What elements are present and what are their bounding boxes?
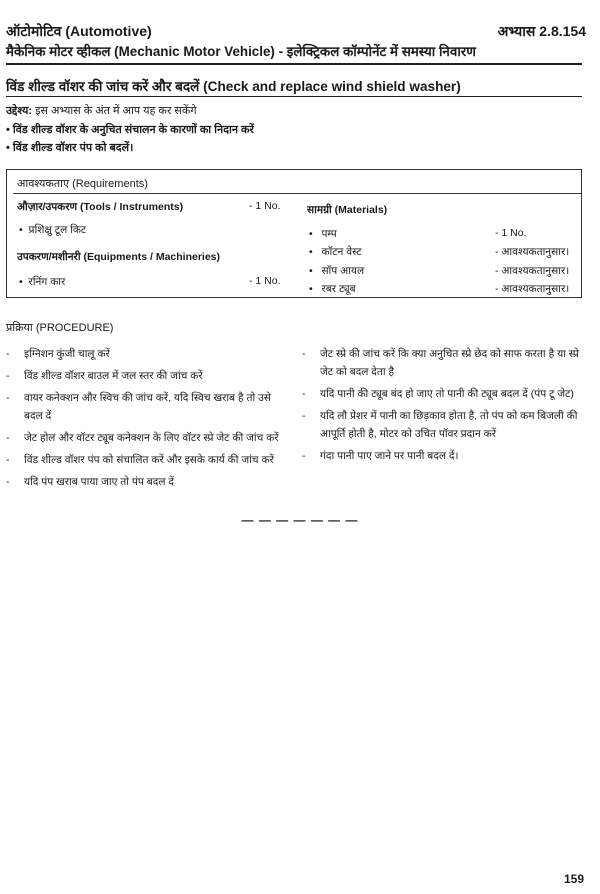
procedure-step-text: जेट स्प्रे की जांच करें कि क्या अनुचित स्प्रे छेद को साफ करता है या स्प्रे जेट को बदल देता है <box>320 348 579 378</box>
equipment-item <box>19 275 65 289</box>
requirements-heading: आवश्यकताए (Requirements) <box>17 178 148 190</box>
tool-item <box>19 223 86 237</box>
dash-marker: - <box>6 370 10 382</box>
material-name: सॉप आयल <box>321 265 365 277</box>
dash-marker: - <box>302 410 306 422</box>
procedure-step-text: गंदा पानी पाए जाने पर पानी बदल दें। <box>320 450 459 462</box>
procedure-left-column <box>6 345 291 495</box>
procedure-step-text: यदि लौ प्रेशर में पानी का छिड़काव होता है, तो पंप को कम बिजली की आपूर्ति होती है, मोटर को उचित पॉवर प्रदान करें <box>320 410 578 440</box>
procedure-step-text: जेट होल और वॉटर ट्यूब कनेक्शन के लिए वॉटर स्प्रे जेट की जांच करें <box>24 432 279 444</box>
procedure-step-text: यदि पंप खराब पाया जाए तो पंप बदल दें <box>24 476 174 488</box>
material-item <box>309 245 362 259</box>
objective-item <box>6 140 133 155</box>
dash-marker: - <box>6 432 10 444</box>
objectives-intro <box>6 103 197 118</box>
procedure-step <box>6 367 291 385</box>
procedure-step <box>6 389 291 425</box>
tool-qty: - 1 No. <box>249 200 281 212</box>
procedure-step <box>302 407 587 443</box>
dash-marker: - <box>6 392 10 404</box>
procedure-step <box>6 429 291 447</box>
requirements-rule <box>13 193 581 194</box>
procedure-right-column <box>302 345 587 469</box>
tool-name: प्रशिक्षु टूल किट <box>28 224 87 236</box>
dash-marker: - <box>302 348 306 360</box>
procedure-step-text: विंड शील्ड वॉशर बाउल में जल स्तर की जांच करें <box>24 370 203 382</box>
procedure-step-text: यदि पानी की ट्यूब बंद हो जाए तो पानी की ट्यूब बदल दें (पंप टू जेट) <box>320 388 574 400</box>
dash-marker: - <box>6 476 10 488</box>
equipment-heading: उपकरण/मशीनरी (Equipments / Machineries) <box>17 251 221 263</box>
end-separator: — — — — — — — <box>241 513 359 527</box>
objectives-intro-text: इस अभ्यास के अंत में आप यह कर सकेंगे <box>35 105 197 117</box>
bullet-icon: • <box>309 228 313 240</box>
equipment-qty: - 1 No. <box>249 275 281 287</box>
procedure-step-text: इग्निशन कुंजी चालू करें <box>24 348 110 360</box>
procedure-step <box>302 385 587 403</box>
requirements-box <box>6 169 582 298</box>
exercise-title: विंड शील्ड वॉशर की जांच करें और बदलें (Check and replace wind shield washer) <box>6 79 461 94</box>
dash-marker: - <box>6 454 10 466</box>
bullet-icon: • <box>309 283 313 295</box>
material-item <box>309 227 337 241</box>
procedure-step <box>6 345 291 363</box>
objective-text: विंड शील्ड वॉशर के अनुचित संचालन के कारणों का निदान करें <box>12 124 254 136</box>
objective-item <box>6 122 254 137</box>
material-qty: - आवश्यकतानुसार। <box>495 283 570 295</box>
procedure-heading: प्रक्रिया (PROCEDURE) <box>6 322 114 334</box>
objectives-label: उद्देश्य: <box>6 105 33 117</box>
tools-heading: औज़ार/उपकरण (Tools / Instruments) <box>17 201 184 213</box>
material-name: रबर ट्यूब <box>321 283 356 295</box>
material-qty: - आवश्यकतानुसार। <box>495 246 570 258</box>
procedure-step <box>6 451 291 469</box>
procedure-step-text: वायर कनेक्शन और स्विच की जांच करें, यदि स्विच खराब है तो उसे बदल दें <box>24 392 271 422</box>
exercise-number: अभ्यास 2.8.154 <box>497 23 586 39</box>
header-subtitle: मैकेनिक मोटर व्हीकल (Mechanic Motor Vehicle) - इलेक्ट्रिकल कॉम्पोनेंट में समस्या निवारण <box>6 44 476 59</box>
bullet-icon: • <box>6 142 10 154</box>
materials-heading: सामग्री (Materials) <box>307 204 388 216</box>
bullet-icon: • <box>309 246 313 258</box>
material-qty: - 1 No. <box>495 227 527 239</box>
title-rule <box>6 96 582 97</box>
header-rule <box>6 63 582 65</box>
bullet-icon: • <box>19 224 23 236</box>
bullet-icon: • <box>6 124 10 136</box>
bullet-icon: • <box>19 276 23 288</box>
material-qty: - आवश्यकतानुसार। <box>495 265 570 277</box>
dash-marker: - <box>302 388 306 400</box>
procedure-step <box>302 447 587 465</box>
material-item <box>309 282 356 296</box>
objective-text: विंड शील्ड वॉशर पंप को बदलें। <box>12 142 134 154</box>
procedure-step-text: विंड शील्ड वॉशर पंप को संचालित करें और इसके कार्य की जांच करें <box>24 454 274 466</box>
dash-marker: - <box>302 450 306 462</box>
material-name: कॉटन वेस्ट <box>321 246 362 258</box>
header-category: ऑटोमोटिव (Automotive) <box>6 23 152 39</box>
page-number: 159 <box>563 872 584 886</box>
dash-marker: - <box>6 348 10 360</box>
procedure-step <box>6 473 291 491</box>
equipment-name: रनिंग कार <box>28 276 66 288</box>
bullet-icon: • <box>309 265 313 277</box>
procedure-step <box>302 345 587 381</box>
material-item <box>309 264 364 278</box>
material-name: पम्प <box>321 228 337 240</box>
